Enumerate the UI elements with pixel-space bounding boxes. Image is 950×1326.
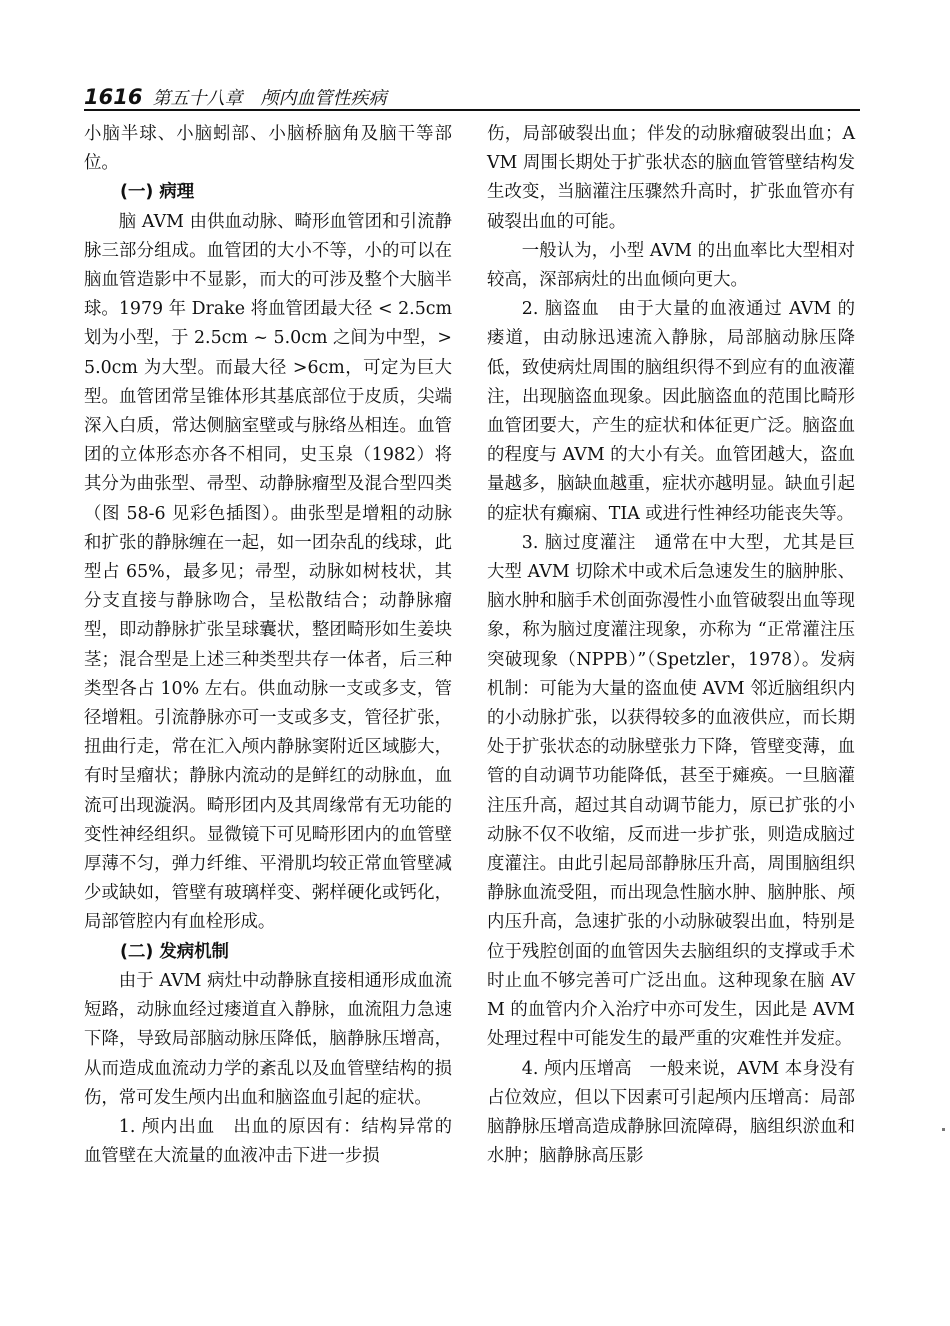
- paragraph: 小脑半球、小脑蚓部、小脑桥脑角及脑干等部位。: [84, 124, 452, 174]
- scan-mark: [942, 1128, 945, 1131]
- paragraph: 3. 脑过度灌注 通常在中大型，尤其是巨大型 AVM 切除术中或术后急速发生的脑肿胀、脑水肿和脑手术创面弥漫性小血管破裂出血等现象，称为脑过度灌注现象，亦称为 “正常灌注压突破现象（NPPB）”（Spetzler，1978）。发病机制：可能为大量的盗血使 AVM 邻近脑组织内的小动脉扩张，以获得较多的血液供应，而长期处于扩张状态的动脉壁张力下降，管壁变薄，血管的自动调节功能降低，甚至于瘫痪。一旦脑灌注压升高，超过其自动调节能力，原已扩张的小动脉不仅不收缩，反而进一步扩张，则造成脑过度灌注。由此引起局部静脉压升高，周围脑组织静脉血流受阻，而出现急性脑水肿、脑肿胀、颅内压升高，急速扩张的小动脉破裂出血，特别是位于残腔创面的血管因失去脑组织的支撑或手术时止血不够完善可广泛出血。这种现象在脑 AVM 的血管内介入治疗中亦可发生，因此是 AVM 处理过程中可能发生的最严重的灾难性并发症。: [487, 532, 855, 1050]
- paragraph: 由于 AVM 病灶中动静脉直接相通形成血流短路，动脉血经过瘘道直入静脉，血流阻力急速下降，导致局部脑动脉压降低，脑静脉压增高，从而造成血流动力学的紊乱以及血管壁结构的损伤，常可发生颅内出血和脑盗血引起的症状。: [84, 970, 452, 1108]
- page-number: 1616: [84, 85, 143, 109]
- left-column: [84, 120, 452, 1171]
- paragraph: 脑 AVM 由供血动脉、畸形血管团和引流静脉三部分组成。血管团的大小不等，小的可以在脑血管造影中不显影，而大的可涉及整个大脑半球。1979 年 Drake 将血管团最大径 < 2.5cm 划为小型，于 2.5cm ~ 5.0cm 之间为中型，>5.0cm 为大型。而最大径 >6cm，可定为巨大型。血管团常呈锥体形其基底部位于皮质，尖端深入白质，常达侧脑室壁或与脉络丛相连。血管团的立体形态亦各不相同，史玉泉（1982）将其分为曲张型、帚型、动静脉瘤型及混合型四类（图 58-6 见彩色插图）。曲张型是增粗的动脉和扩张的静脉缠在一起，如一团杂乱的线球，此型占 65%，最多见；帚型，动脉如树枝状，其分支直接与静脉吻合，呈松散结合；动静脉瘤型，即动静脉扩张呈球囊状，整团畸形如生姜块茎；混合型是上述三种类型共存一体者，后三种类型各占 10% 左右。供血动脉一支或多支，管径增粗。引流静脉亦可一支或多支，管径扩张，扭曲行走，常在汇入颅内静脉窦附近区域膨大，有时呈瘤状；静脉内流动的是鲜红的动脉血，血流可出现漩涡。畸形团内及其周缘常有无功能的变性神经组织。显微镜下可见畸形团内的血管壁厚薄不匀，弹力纤维、平滑肌均较正常血管壁减少或缺如，管壁有玻璃样变、粥样硬化或钙化，局部管腔内有血栓形成。: [84, 211, 452, 933]
- paragraph: 一般认为，小型 AVM 的出血率比大型相对较高，深部病灶的出血倾向更大。: [487, 240, 855, 291]
- section-heading-mechanism: (二) 发病机制: [120, 941, 229, 962]
- paragraph: 伤，局部破裂出血；伴发的动脉瘤破裂出血；AVM 周围长期处于扩张状态的脑血管管壁结构发生改变，当脑灌注压骤然升高时，扩张血管亦有破裂出血的可能。: [487, 124, 855, 232]
- page-header: [84, 84, 864, 110]
- paragraph: 1. 颅内出血 出血的原因有：结构异常的血管壁在大流量的血液冲击下进一步损: [84, 1116, 452, 1167]
- chapter-title: 第五十八章 颅内血管性疾病: [152, 88, 387, 109]
- paragraph: 4. 颅内压增高 一般来说，AVM 本身没有占位效应，但以下因素可引起颅内压增高：局部脑静脉压增高造成静脉回流障碍，脑组织淤血和水肿；脑静脉高压影: [487, 1058, 855, 1167]
- header-rule: [84, 109, 860, 111]
- paragraph: 2. 脑盗血 由于大量的血液通过 AVM 的瘘道，由动脉迅速流入静脉，局部脑动脉压降低，致使病灶周围的脑组织得不到应有的血液灌注，出现脑盗血现象。因此脑盗血的范围比畸形血管团要大，产生的症状和体征更广泛。脑盗血的程度与 AVM 的大小有关。血管团越大，盗血量越多，脑缺血越重，症状亦越明显。缺血引起的症状有癫痫、TIA 或进行性神经功能丧失等。: [487, 299, 855, 524]
- section-heading-pathology: (一) 病理: [120, 182, 195, 203]
- right-column: [487, 120, 855, 1171]
